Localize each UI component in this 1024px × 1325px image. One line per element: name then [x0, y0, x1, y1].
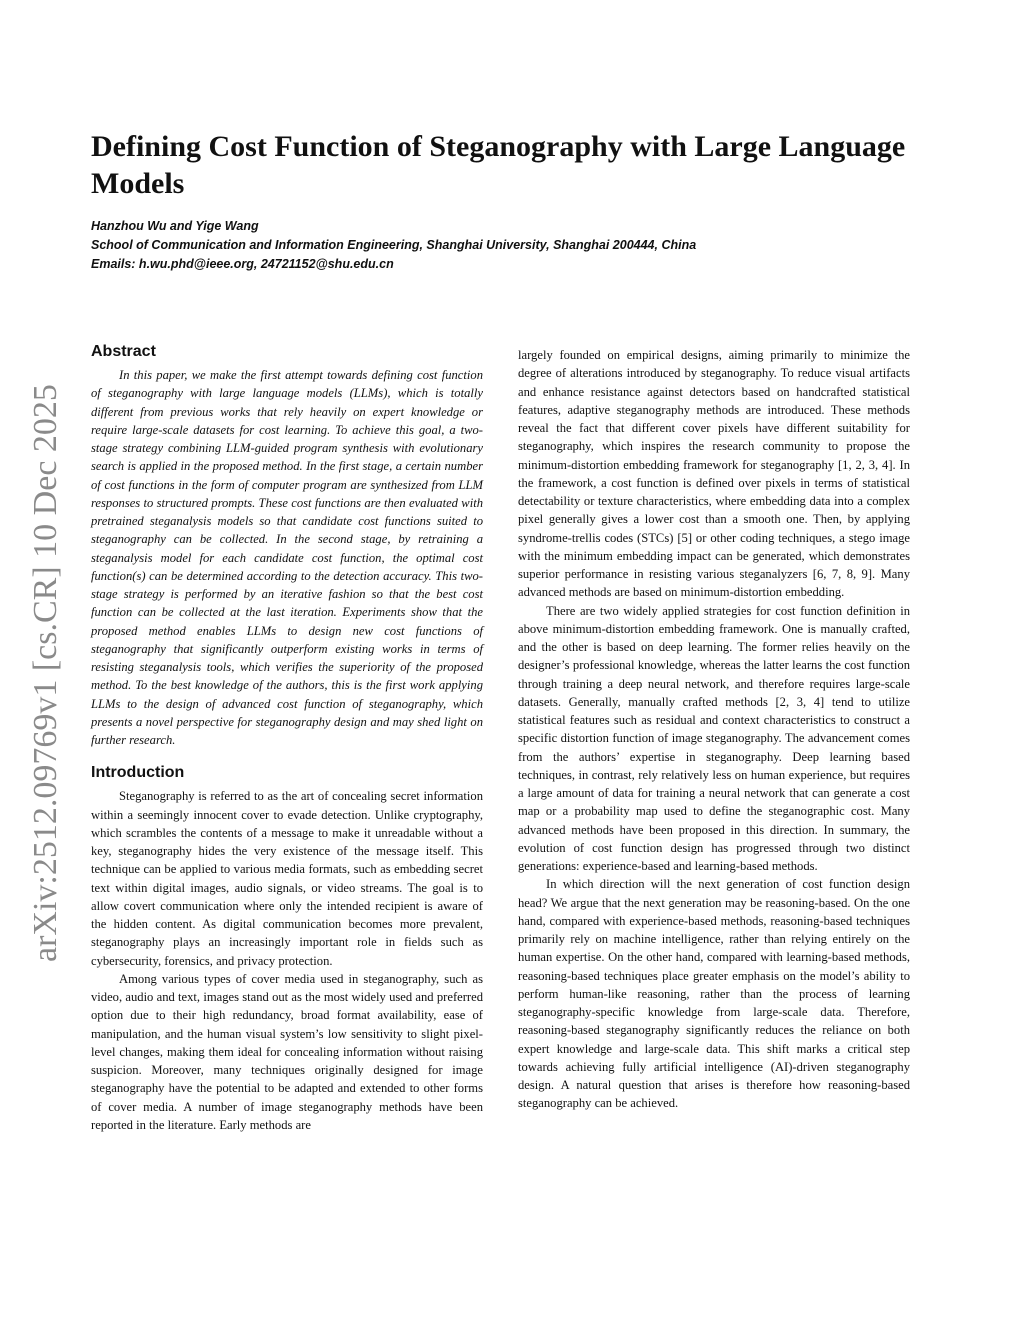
introduction-heading: Introduction	[91, 764, 185, 782]
intro-paragraph: Steganography is referred to as the art of concealing secret information within a seemingly innocent cover to evade detection. Unlike cryptography, which scrambles the contents of a message to make it unreadable without a key, steganography hides the very existence of the message itself. This technique can be applied to various media formats, such as embedding secret text within digital images, audio signals, or video streams. The goal is to allow covert communication where only the intended recipient is aware of the hidden content. As digital communication becomes more prevalent, steganography plays an increasingly important role in fields such as cybersecurity, forensics, and privacy protection.	[91, 789, 483, 968]
intro-paragraph: Among various types of cover media used in steganography, such as video, audio and text, images stand out as the most widely used and preferred option due to their high redundancy, broad format availability, ease of manipulation, and the human visual system’s low sensitivity to slight pixel-level changes, making them ideal for concealing information without raising suspicion. Moreover, many techniques originally designed for image steganography have the potential to be adapted and extended to other forms of cover media. A number of image steganography methods have been reported in the literature. Early methods are	[91, 971, 483, 1132]
paper-title: Defining Cost Function of Steganography with Large Language Models	[91, 130, 906, 200]
author-emails: Emails: h.wu.phd@ieee.org, 24721152@shu.edu.cn	[91, 257, 394, 271]
left-column	[91, 342, 483, 1134]
abstract-text: In this paper, we make the first attempt towards defining cost function of steganography with large language models (LLMs), which is totally different from previous works that rely heavily on expert knowledge or require large-scale datasets for cost learning. To achieve this goal, a two-stage strategy combining LLM-guided program synthesis with evolutionary search is applied in the proposed method. In the first stage, a certain number of cost functions in the form of computer program are synthesized from LLM responses to structured prompts. These cost functions are then evaluated with pretrained steganalysis models so that candidate cost functions suited to steganography can be collected. In the second stage, by retraining a steganalysis model for each candidate cost function, the optimal cost function(s) can be determined according to the detection accuracy. This two-stage strategy is performed by an iterative fashion so that the best cost function can be collected at the last iteration. Experiments show that the proposed method enables LLMs to design new cost functions of steganography that significantly outperform existing works in terms of resisting steganalysis tools, which verifies the superiority of the proposed method. To the best knowledge of the authors, this is the first work applying LLMs to the design of advanced cost function of steganography, which presents a novel perspective for steganography design and may shed light on further research.	[91, 368, 483, 747]
abstract-heading: Abstract	[91, 343, 156, 360]
intro-paragraph: largely founded on empirical designs, aiming primarily to minimize the degree of alterations introduced by steganography. To reduce visual artifacts and enhance resistance against detectors based on handcrafted statistical features, adaptive steganography methods are introduced. These methods reveal the fact that different cover pixels have different suitability for steganography, which inspires the research community to propose the minimum-distortion embedding framework for steganography [1, 2, 3, 4]. In the framework, a cost function is defined over pixels in terms of statistical detectability or texture characteristics, where embedding data into a complex pixel generally gives a lower cost than a smooth one. Then, by applying syndrome-trellis codes (STCs) [5] or other coding techniques, a stego image with the minimum embedding impact can be generated, which demonstrates superior performance in resisting various steganalyzers [6, 7, 8, 9]. Many advanced methods are based on minimum-distortion embedding.	[518, 348, 910, 600]
intro-paragraph: In which direction will the next generation of cost function design head? We argue that the next generation may be reasoning-based. On the one hand, compared with experience-based methods, reasoning-based techniques primarily rely on machine intelligence, rather than relying entirely on the human expertise. On the other hand, compared with learning-based methods, reasoning-based techniques place greater emphasis on the model’s ability to perform human-like reasoning, rather than the process of learning steganography-specific knowledge from large-scale data. Therefore, reasoning-based steganography significantly reduces the reliance on both expert knowledge and large-scale data. This shift marks a critical step towards achieving fully artificial intelligence (AI)-driven steganography design. A natural question that arises is therefore how reasoning-based steganography can be achieved.	[518, 877, 910, 1111]
arxiv-identifier: arXiv:2512.09769v1 [cs.CR] 10 Dec 2025	[27, 384, 64, 962]
right-column	[518, 346, 910, 1113]
paper-authors: Hanzhou Wu and Yige Wang	[91, 219, 259, 233]
author-affiliation: School of Communication and Information Engineering, Shanghai University, Shanghai 200444, China	[91, 238, 697, 252]
intro-paragraph: There are two widely applied strategies for cost function definition in above minimum-distortion embedding framework. One is manually crafted, and the other is based on deep learning. The former relies heavily on the designer’s professional knowledge, whereas the latter learns the cost function through training a deep neural network, and therefore requires large-scale datasets. Generally, manually crafted methods [2, 3, 4] tend to utilize statistical features such as residual and context characteristics to construct a specific distortion function of image steganography. The advancement comes from the authors’ expertise in steganography. Deep learning based techniques, in contrast, rely relatively less on human experience, but requires a large amount of data for training a neural network that can generate a cost map or a probability map used to define the steganographic cost. Many advanced methods have been proposed in this direction. In summary, the evolution of cost function design has progressed through two distinct generations: experience-based and learning-based methods.	[518, 603, 910, 873]
